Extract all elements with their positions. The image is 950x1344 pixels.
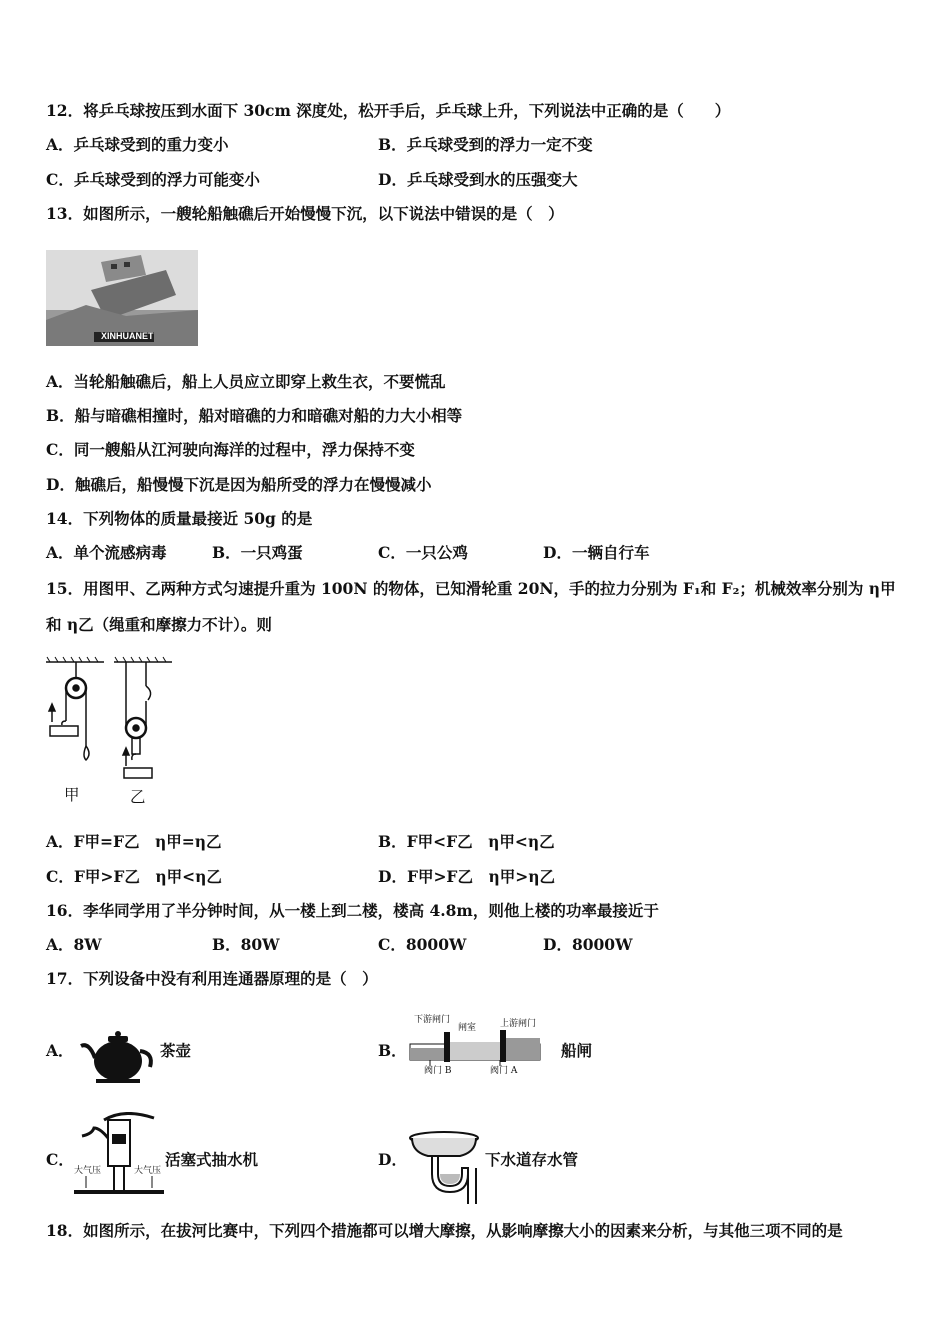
- q13-option-b[interactable]: B．船与暗礁相撞时，船对暗礁的力和暗礁对船的力大小相等: [46, 406, 463, 425]
- q15-stem-line2: 和 η乙（绳重和摩擦力不计）。则: [46, 615, 272, 634]
- q14-option-d[interactable]: D．一辆自行车: [543, 543, 650, 562]
- q17-stem: 17．下列设备中没有利用连通器原理的是（ ）: [46, 969, 378, 988]
- q15-option-b[interactable]: B．F甲<F乙 η甲<η乙: [378, 832, 555, 851]
- q13-option-a[interactable]: A．当轮船触礁后，船上人员应立即穿上救生衣，不要慌乱: [46, 372, 446, 391]
- lock-label-downstream-gate: 下游闸门: [414, 1015, 451, 1025]
- q18-stem: 18．如图所示，在拔河比赛中，下列四个措施都可以增大摩擦，从影响摩擦大小的因素来分析，与其他三项不同的是: [46, 1221, 843, 1240]
- q17-option-a-text[interactable]: 茶壶: [160, 1041, 192, 1060]
- q12-option-d[interactable]: D．乒乓球受到水的压强变大: [378, 170, 578, 189]
- teapot-figure: [76, 1026, 158, 1084]
- q16-option-c[interactable]: C．8000W: [378, 935, 467, 954]
- pump-label-atm-left: 大气压: [74, 1166, 102, 1176]
- q14-stem: 14．下列物体的质量最接近 50g 的是: [46, 509, 313, 528]
- q17-option-c-letter[interactable]: C．: [46, 1150, 74, 1169]
- q12-option-b[interactable]: B．乒乓球受到的浮力一定不变: [378, 135, 593, 154]
- q14-option-c[interactable]: C．一只公鸡: [378, 543, 468, 562]
- q16-option-d[interactable]: D．8000W: [543, 935, 633, 954]
- q16-stem: 16．李华同学用了半分钟时间，从一楼上到二楼，楼高 4.8m，则他上楼的功率最接近于: [46, 901, 659, 920]
- q13-stem: 13．如图所示，一艘轮船触礁后开始慢慢下沉，以下说法中错误的是（ ）: [46, 204, 564, 223]
- q15-option-a[interactable]: A．F甲=F乙 η甲=η乙: [46, 832, 222, 851]
- q12-option-c[interactable]: C．乒乓球受到的浮力可能变小: [46, 170, 260, 189]
- piston-pump-figure: [74, 1112, 164, 1202]
- q14-option-a[interactable]: A．单个流感病毒: [46, 543, 167, 562]
- photo-watermark: XINHUANET: [101, 331, 154, 341]
- q13-option-d[interactable]: D．触礁后，船慢慢下沉是因为船所受的浮力在慢慢减小: [46, 475, 432, 494]
- lock-label-chamber: 闸室: [458, 1023, 477, 1033]
- fig-label-jia: 甲: [64, 786, 80, 804]
- q13-option-c[interactable]: C．同一艘船从江河驶向海洋的过程中，浮力保持不变: [46, 440, 415, 459]
- pump-label-atm-right: 大气压: [134, 1166, 162, 1176]
- q15-option-d[interactable]: D．F甲>F乙 η甲>η乙: [378, 867, 555, 886]
- pulley-diagram: [44, 656, 179, 806]
- q17-option-d-letter[interactable]: D．: [378, 1150, 407, 1169]
- lock-label-upstream-gate: 上游闸门: [500, 1019, 537, 1029]
- q17-option-d-text[interactable]: 下水道存水管: [485, 1150, 579, 1169]
- q17-option-b-text[interactable]: 船闸: [561, 1041, 593, 1060]
- q17-option-b-letter[interactable]: B．: [378, 1041, 407, 1060]
- q14-option-b[interactable]: B．一只鸡蛋: [212, 543, 303, 562]
- sinking-ship-photo: [46, 250, 198, 346]
- lock-label-valve-a: 阀门 A: [490, 1066, 518, 1076]
- q12-option-a[interactable]: A．乒乓球受到的重力变小: [46, 135, 229, 154]
- q12-stem: 12．将乒乓球按压到水面下 30cm 深度处，松开手后，乒乓球上升，下列说法中正确的是（ ）: [46, 101, 731, 120]
- q17-option-a-letter[interactable]: A．: [46, 1041, 74, 1060]
- q16-option-b[interactable]: B．80W: [212, 935, 280, 954]
- lock-label-valve-b: 阀门 B: [424, 1066, 452, 1076]
- drain-trap-figure: [404, 1128, 486, 1204]
- q16-option-a[interactable]: A．8W: [46, 935, 102, 954]
- fig-label-yi: 乙: [130, 788, 146, 806]
- q15-stem-line1: 15．用图甲、乙两种方式匀速提升重为 100N 的物体，已知滑轮重 20N，手的拉力分别为 F₁和 F₂；机械效率分别为 η甲: [46, 579, 896, 598]
- q17-option-c-text[interactable]: 活塞式抽水机: [165, 1150, 259, 1169]
- q15-option-c[interactable]: C．F甲>F乙 η甲<η乙: [46, 867, 222, 886]
- ship-lock-figure: [400, 1016, 550, 1078]
